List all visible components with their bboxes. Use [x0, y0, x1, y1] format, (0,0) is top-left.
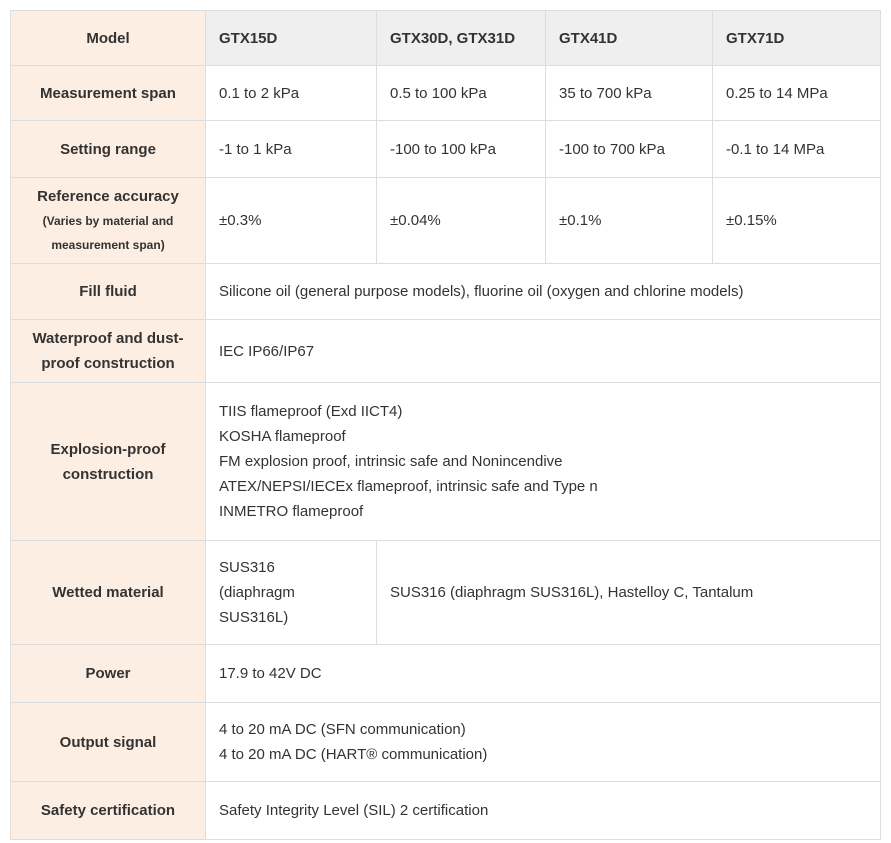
- table-row-waterproof: [11, 320, 881, 383]
- row-label-reference-accuracy: [11, 178, 206, 264]
- cell-value: ±0.3%: [206, 178, 377, 264]
- cell-value: -100 to 700 kPa: [546, 121, 713, 178]
- row-sublabel-text: (Varies by material and measurement span): [42, 214, 174, 252]
- cell-value: 0.25 to 14 MPa: [713, 66, 881, 121]
- cell-value: 0.5 to 100 kPa: [377, 66, 546, 121]
- cell-value: ±0.04%: [377, 178, 546, 264]
- cell-value-span: Silicone oil (general purpose models), fluorine oil (oxygen and chlorine models): [206, 264, 881, 320]
- cell-value-span: IEC IP66/IP67: [206, 320, 881, 383]
- cell-line: ATEX/NEPSI/IECEx flameproof, intrinsic safe and Type n: [219, 478, 598, 495]
- cell-value: -0.1 to 14 MPa: [713, 121, 881, 178]
- cell-value-span: [206, 703, 881, 782]
- table-row-setting-range: [11, 121, 881, 178]
- column-header-gtx15d: GTX15D: [206, 11, 377, 66]
- row-label-wetted-material: Wetted material: [11, 541, 206, 645]
- row-label-measurement-span: Measurement span: [11, 66, 206, 121]
- cell-line: 4 to 20 mA DC (HART® communication): [219, 746, 488, 763]
- table-row-output-signal: [11, 703, 881, 782]
- cell-value: ±0.15%: [713, 178, 881, 264]
- cell-value-span: SUS316 (diaphragm SUS316L), Hastelloy C, Tantalum: [377, 541, 881, 645]
- column-header-gtx41d: GTX41D: [546, 11, 713, 66]
- row-label-text: Reference accuracy: [37, 188, 179, 205]
- cell-line: (diaphragm: [219, 584, 295, 601]
- cell-line: KOSHA flameproof: [219, 428, 346, 445]
- cell-value: -1 to 1 kPa: [206, 121, 377, 178]
- table-row-explosion-proof: [11, 383, 881, 541]
- table-row-fill-fluid: [11, 264, 881, 320]
- cell-value: 0.1 to 2 kPa: [206, 66, 377, 121]
- row-label-safety-certification: Safety certification: [11, 782, 206, 840]
- header-row: [11, 11, 881, 66]
- cell-line: INMETRO flameproof: [219, 503, 364, 520]
- cell-value-gtx15d: [206, 541, 377, 645]
- row-label-output-signal: Output signal: [11, 703, 206, 782]
- spec-table: [10, 10, 881, 840]
- column-header-gtx30d-gtx31d: GTX30D, GTX31D: [377, 11, 546, 66]
- cell-value: -100 to 100 kPa: [377, 121, 546, 178]
- cell-line: SUS316L): [219, 609, 289, 626]
- row-label-waterproof: Waterproof and dust-proof construction: [11, 320, 206, 383]
- row-label-power: Power: [11, 645, 206, 703]
- cell-value: ±0.1%: [546, 178, 713, 264]
- cell-line: 4 to 20 mA DC (SFN communication): [219, 721, 466, 738]
- row-label-setting-range: Setting range: [11, 121, 206, 178]
- table-row-reference-accuracy: [11, 178, 881, 264]
- cell-value-span: [206, 383, 881, 541]
- table-row-power: [11, 645, 881, 703]
- column-header-gtx71d: GTX71D: [713, 11, 881, 66]
- cell-line: SUS316: [219, 559, 275, 576]
- row-label-explosion-proof: Explosion-proof construction: [11, 383, 206, 541]
- table-row-wetted-material: [11, 541, 881, 645]
- table-row-safety-certification: [11, 782, 881, 840]
- cell-value: 35 to 700 kPa: [546, 66, 713, 121]
- cell-value-span: 17.9 to 42V DC: [206, 645, 881, 703]
- row-label-fill-fluid: Fill fluid: [11, 264, 206, 320]
- cell-line: TIIS flameproof (Exd IICT4): [219, 403, 403, 420]
- cell-line: FM explosion proof, intrinsic safe and Nonincendive: [219, 453, 563, 470]
- cell-value-span: Safety Integrity Level (SIL) 2 certification: [206, 782, 881, 840]
- table-row-measurement-span: [11, 66, 881, 121]
- header-label-model: Model: [11, 11, 206, 66]
